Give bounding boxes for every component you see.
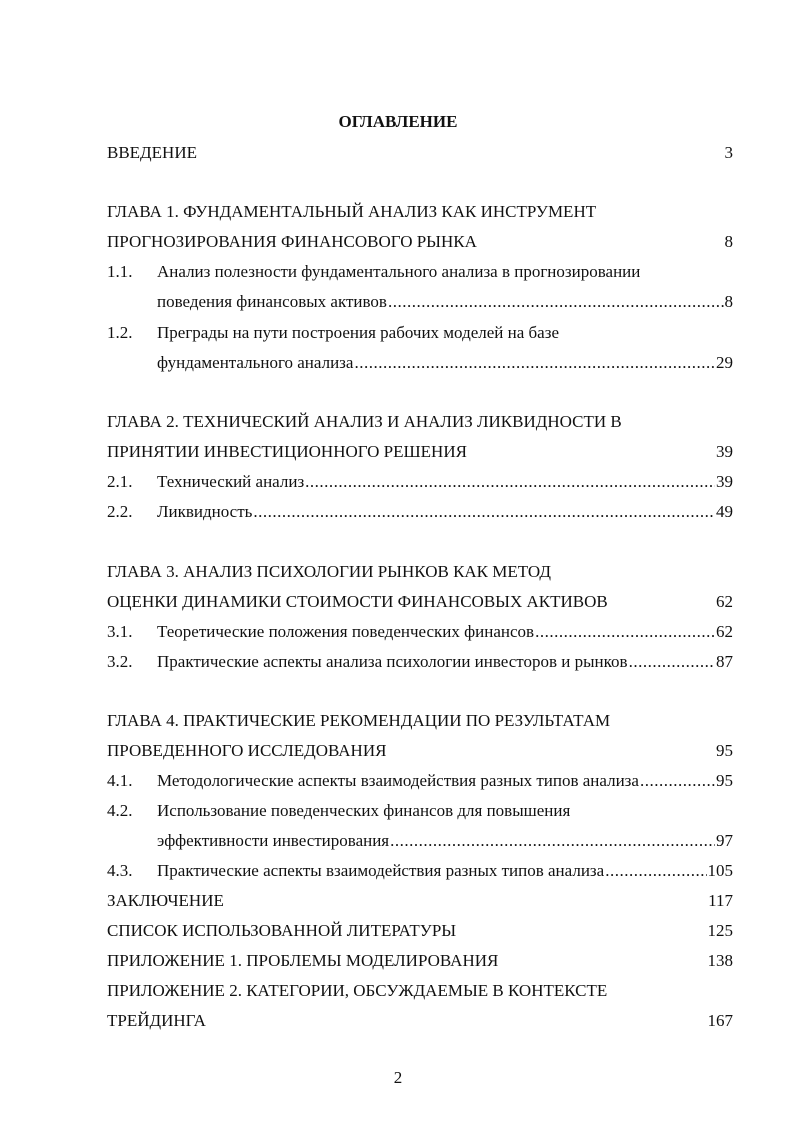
entry-label: Анализ полезности фундаментального анализа в прогнозировании xyxy=(157,262,641,281)
section-1-1[interactable] xyxy=(107,261,733,283)
dot-leader xyxy=(388,291,724,313)
entry-label: ПРОГНОЗИРОВАНИЯ ФИНАНСОВОГО РЫНКА xyxy=(107,232,477,251)
section-1-2-cont[interactable] xyxy=(107,352,733,374)
dot-leader xyxy=(253,501,715,523)
entry-page: 138 xyxy=(707,951,733,970)
entry-label: Практические аспекты взаимодействия разных типов анализа xyxy=(157,861,605,880)
chapter-1-title[interactable] xyxy=(107,201,733,223)
chapter-3-title-cont[interactable] xyxy=(107,591,733,613)
entry-page: 95 xyxy=(716,771,733,790)
section-2-1[interactable] xyxy=(107,471,733,493)
section-4-3[interactable] xyxy=(107,860,733,882)
section-3-2[interactable] xyxy=(107,651,733,673)
entry-label: Методологические аспекты взаимодействия разных типов анализа xyxy=(157,771,639,790)
dot-leader xyxy=(535,621,715,643)
section-number: 4.1. xyxy=(107,771,133,790)
section-3-1[interactable] xyxy=(107,621,733,643)
entry-label: ПРИНЯТИИ ИНВЕСТИЦИОННОГО РЕШЕНИЯ xyxy=(107,442,467,461)
chapter-2-title[interactable] xyxy=(107,411,733,433)
toc-entry-appendix-2[interactable] xyxy=(107,980,733,1002)
dot-leader xyxy=(605,860,706,882)
entry-label: Преграды на пути построения рабочих моделей на базе xyxy=(157,323,559,342)
entry-label: ГЛАВА 4. ПРАКТИЧЕСКИЕ РЕКОМЕНДАЦИИ ПО РЕЗУЛЬТАТАМ xyxy=(107,711,611,730)
entry-page: 49 xyxy=(716,502,733,521)
chapter-4-title-cont[interactable] xyxy=(107,740,733,762)
section-number: 4.3. xyxy=(107,861,133,880)
entry-label: ГЛАВА 3. АНАЛИЗ ПСИХОЛОГИИ РЫНКОВ КАК МЕТОД xyxy=(107,562,551,581)
entry-label: поведения финансовых активов xyxy=(157,292,387,311)
entry-page: 62 xyxy=(716,592,733,611)
entry-label: Ликвидность xyxy=(157,502,253,521)
entry-label: ПРОВЕДЕННОГО ИССЛЕДОВАНИЯ xyxy=(107,741,387,760)
dot-leader xyxy=(390,830,715,852)
section-number: 4.2. xyxy=(107,801,133,820)
chapter-2-title-cont[interactable] xyxy=(107,441,733,463)
section-number: 3.1. xyxy=(107,622,133,641)
entry-label: ТРЕЙДИНГА xyxy=(107,1011,206,1030)
entry-label: СПИСОК ИСПОЛЬЗОВАННОЙ ЛИТЕРАТУРЫ xyxy=(107,921,457,940)
entry-page: 125 xyxy=(707,921,733,940)
entry-label: ВВЕДЕНИЕ xyxy=(107,143,197,162)
toc-entry-appendix-2-cont[interactable] xyxy=(107,1010,733,1032)
entry-page: 87 xyxy=(716,652,733,671)
entry-label: Технический анализ xyxy=(157,472,305,491)
entry-label: фундаментального анализа xyxy=(157,353,354,372)
section-number: 1.1. xyxy=(107,262,133,281)
section-2-2[interactable] xyxy=(107,501,733,523)
page-number: 2 xyxy=(393,1068,403,1087)
entry-page: 167 xyxy=(707,1011,733,1030)
entry-label: ГЛАВА 2. ТЕХНИЧЕСКИЙ АНАЛИЗ И АНАЛИЗ ЛИКВИДНОСТИ В xyxy=(107,412,622,431)
entry-label: ЗАКЛЮЧЕНИЕ xyxy=(107,891,224,910)
entry-page: 8 xyxy=(724,292,733,311)
toc-entry-references[interactable] xyxy=(107,920,733,942)
toc-entry-appendix-1[interactable] xyxy=(107,950,733,972)
entry-label: эффективности инвестирования xyxy=(157,831,390,850)
dot-leader xyxy=(354,352,715,374)
section-1-1-cont[interactable] xyxy=(107,291,733,313)
dot-leader xyxy=(305,471,715,493)
toc-title: ОГЛАВЛЕНИЕ xyxy=(338,112,458,131)
chapter-1-title-cont[interactable] xyxy=(107,231,733,253)
entry-label: Практические аспекты анализа психологии инвесторов и рынков xyxy=(157,652,628,671)
section-4-2[interactable] xyxy=(107,800,733,822)
section-number: 3.2. xyxy=(107,652,133,671)
chapter-3-title[interactable] xyxy=(107,561,733,583)
section-4-1[interactable] xyxy=(107,770,733,792)
dot-leader xyxy=(640,770,715,792)
entry-label: ПРИЛОЖЕНИЕ 2. КАТЕГОРИИ, ОБСУЖДАЕМЫЕ В КОНТЕКСТЕ xyxy=(107,981,608,1000)
entry-page: 62 xyxy=(716,622,733,641)
dot-leader xyxy=(629,651,715,673)
section-number: 2.1. xyxy=(107,472,133,491)
section-1-2[interactable] xyxy=(107,322,733,344)
entry-page: 29 xyxy=(716,353,733,372)
entry-page: 39 xyxy=(716,442,733,461)
entry-page: 105 xyxy=(707,861,733,880)
entry-label: ОЦЕНКИ ДИНАМИКИ СТОИМОСТИ ФИНАНСОВЫХ АКТИВОВ xyxy=(107,592,608,611)
section-4-2-cont[interactable] xyxy=(107,830,733,852)
entry-label: ПРИЛОЖЕНИЕ 1. ПРОБЛЕМЫ МОДЕЛИРОВАНИЯ xyxy=(107,951,499,970)
entry-page: 97 xyxy=(716,831,733,850)
entry-page: 95 xyxy=(716,741,733,760)
toc-entry-intro[interactable] xyxy=(107,142,733,164)
entry-label: Использование поведенческих финансов для повышения xyxy=(157,801,571,820)
entry-label: ГЛАВА 1. ФУНДАМЕНТАЛЬНЫЙ АНАЛИЗ КАК ИНСТРУМЕНТ xyxy=(107,202,597,221)
entry-label: Теоретические положения поведенческих финансов xyxy=(157,622,535,641)
section-number: 1.2. xyxy=(107,323,133,342)
entry-page: 117 xyxy=(708,891,733,910)
entry-page: 39 xyxy=(716,472,733,491)
entry-page: 8 xyxy=(724,232,733,251)
section-number: 2.2. xyxy=(107,502,133,521)
entry-page: 3 xyxy=(724,143,733,162)
chapter-4-title[interactable] xyxy=(107,710,733,732)
toc-entry-conclusion[interactable] xyxy=(107,890,733,912)
